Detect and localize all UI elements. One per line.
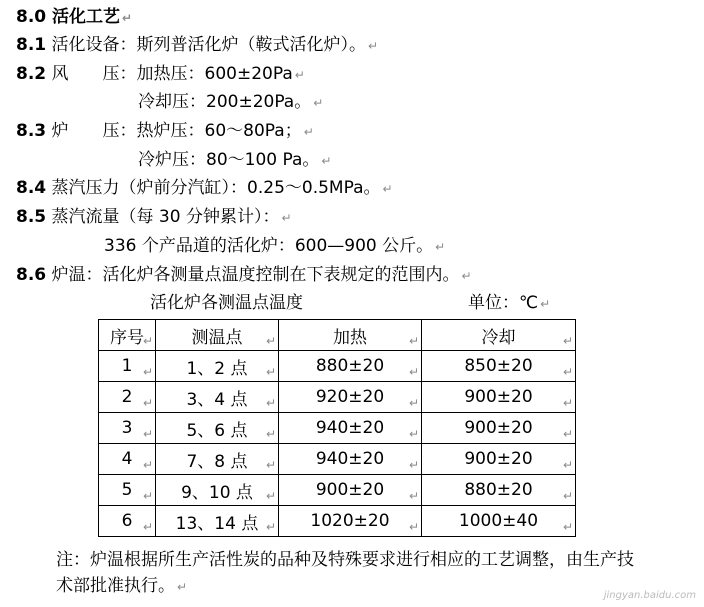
table-cell bbox=[156, 444, 279, 475]
table-cell bbox=[99, 444, 156, 475]
paragraph-mark-icon: ↵ bbox=[435, 240, 446, 254]
table-row bbox=[99, 475, 576, 506]
paragraph-mark-icon: ↵ bbox=[540, 297, 551, 311]
item-number: 8.6 bbox=[16, 265, 47, 285]
item-8-3-cont bbox=[138, 149, 331, 172]
cell-value: 920±20 bbox=[315, 387, 385, 407]
table-cell bbox=[422, 413, 576, 444]
table-cell bbox=[156, 506, 279, 537]
table-cell bbox=[279, 413, 422, 444]
cell-mark-icon: ↵ bbox=[408, 365, 419, 379]
cell-mark-icon: ↵ bbox=[408, 520, 419, 534]
item-number: 8.3 bbox=[16, 121, 47, 141]
table-row bbox=[99, 506, 576, 537]
cell-mark-icon: ↵ bbox=[408, 334, 419, 348]
cell-value: 900±20 bbox=[464, 387, 533, 407]
header-label: 序号 bbox=[110, 327, 144, 348]
cell-value: 4 bbox=[121, 449, 133, 469]
header-label: 测温点 bbox=[191, 327, 243, 348]
table-cell bbox=[279, 506, 422, 537]
item-text: 冷炉压：80～100 Pa。 bbox=[138, 150, 320, 170]
header-cell bbox=[99, 320, 156, 351]
table-cell bbox=[279, 382, 422, 413]
cell-mark-icon: ↵ bbox=[408, 427, 419, 441]
table-cell bbox=[156, 382, 279, 413]
header-label: 冷却 bbox=[481, 327, 516, 348]
cell-value: 3 bbox=[121, 418, 133, 438]
table-cell bbox=[99, 475, 156, 506]
table-cell bbox=[156, 413, 279, 444]
header-cell bbox=[422, 320, 576, 351]
paragraph-mark-icon: ↵ bbox=[294, 68, 305, 82]
item-text: 炉温：活化炉各测量点温度控制在下表规定的范围内。 bbox=[51, 265, 460, 285]
item-number: 8.4 bbox=[16, 178, 47, 198]
table-title-text: 活化炉各测温点温度 bbox=[150, 293, 303, 313]
table-unit bbox=[468, 292, 550, 315]
table-cell bbox=[99, 506, 156, 537]
section-number: 8.0 bbox=[16, 7, 47, 27]
paragraph-mark-icon: ↵ bbox=[281, 211, 292, 225]
cell-mark-icon: ↵ bbox=[265, 365, 276, 379]
item-text: 活化设备：斯列普活化炉（鞍式活化炉）。 bbox=[51, 35, 367, 55]
cell-value: 1 bbox=[121, 356, 133, 376]
paragraph-mark-icon: ↵ bbox=[177, 580, 188, 594]
cell-mark-icon: ↵ bbox=[265, 458, 276, 472]
cell-value: 900±20 bbox=[315, 480, 385, 500]
table-row bbox=[99, 351, 576, 382]
paragraph-mark-icon: ↵ bbox=[461, 269, 472, 283]
cell-mark-icon: ↵ bbox=[142, 396, 153, 410]
item-8-1 bbox=[16, 34, 378, 57]
item-8-4 bbox=[16, 177, 393, 200]
cell-value: 2 bbox=[121, 387, 133, 407]
cell-value: 880±20 bbox=[464, 480, 533, 500]
item-text: 蒸汽流量（每 30 分钟累计）： bbox=[51, 207, 280, 227]
cell-mark-icon: ↵ bbox=[562, 334, 573, 348]
cell-mark-icon: ↵ bbox=[142, 458, 153, 472]
cell-value: 880±20 bbox=[315, 356, 385, 376]
cell-mark-icon: ↵ bbox=[142, 365, 153, 379]
item-8-2 bbox=[16, 63, 305, 86]
table-row bbox=[99, 382, 576, 413]
cell-mark-icon: ↵ bbox=[562, 458, 573, 472]
paragraph-mark-icon: ↵ bbox=[382, 182, 393, 196]
paragraph-mark-icon: ↵ bbox=[321, 154, 332, 168]
item-text: 冷却压：200±20Pa。 bbox=[138, 92, 312, 112]
item-text: 336 个产品道的活化炉：600—900 公斤。 bbox=[104, 236, 434, 256]
cell-mark-icon: ↵ bbox=[265, 334, 276, 348]
note-line-1 bbox=[56, 549, 634, 571]
table-cell bbox=[99, 382, 156, 413]
table-header-row bbox=[99, 320, 576, 351]
paragraph-mark-icon: ↵ bbox=[368, 39, 379, 53]
section-title bbox=[16, 6, 132, 29]
cell-value: 900±20 bbox=[464, 418, 533, 438]
cell-mark-icon: ↵ bbox=[408, 489, 419, 503]
cell-value: 1000±40 bbox=[458, 511, 539, 531]
cell-mark-icon: ↵ bbox=[142, 489, 153, 503]
table-unit-text: 单位：℃ bbox=[468, 293, 539, 313]
item-text: 炉 压：热炉压：60～80Pa； bbox=[51, 121, 302, 141]
cell-value: 5 bbox=[121, 480, 133, 500]
cell-value: 7、8 点 bbox=[186, 451, 248, 472]
cell-value: 9、10 点 bbox=[181, 482, 253, 503]
cell-value: 940±20 bbox=[315, 418, 385, 438]
cell-mark-icon: ↵ bbox=[142, 334, 153, 348]
item-8-2-cont bbox=[138, 91, 323, 114]
paragraph-mark-icon: ↵ bbox=[313, 96, 324, 110]
table-cell bbox=[99, 351, 156, 382]
cell-value: 5、6 点 bbox=[186, 420, 248, 441]
table-cell bbox=[279, 475, 422, 506]
item-text: 蒸汽压力（炉前分汽缸）：0.25～0.5MPa。 bbox=[51, 178, 381, 198]
table-row bbox=[99, 413, 576, 444]
note-text: 术部批准执行。 bbox=[56, 576, 175, 596]
item-8-6 bbox=[16, 264, 472, 287]
table-cell bbox=[422, 351, 576, 382]
header-label: 加热 bbox=[333, 327, 367, 348]
cell-mark-icon: ↵ bbox=[265, 427, 276, 441]
cell-value: 6 bbox=[121, 511, 133, 531]
table-cell bbox=[422, 382, 576, 413]
table-cell bbox=[279, 351, 422, 382]
section-title-text: 活化工艺 bbox=[52, 7, 121, 27]
cell-mark-icon: ↵ bbox=[562, 489, 573, 503]
table-title bbox=[150, 292, 303, 314]
item-number: 8.1 bbox=[16, 35, 47, 55]
note-text: 注：炉温根据所生产活性炭的品种及特殊要求进行相应的工艺调整，由生产技 bbox=[56, 550, 634, 570]
cell-mark-icon: ↵ bbox=[562, 520, 573, 534]
cell-mark-icon: ↵ bbox=[142, 427, 153, 441]
cell-mark-icon: ↵ bbox=[265, 520, 276, 534]
table-cell bbox=[156, 351, 279, 382]
header-cell bbox=[156, 320, 279, 351]
cell-mark-icon: ↵ bbox=[265, 489, 276, 503]
item-8-5 bbox=[16, 206, 292, 229]
table-cell bbox=[422, 506, 576, 537]
cell-value: 13、14 点 bbox=[175, 513, 259, 534]
note-line-2 bbox=[56, 575, 187, 598]
cell-mark-icon: ↵ bbox=[265, 396, 276, 410]
cell-mark-icon: ↵ bbox=[408, 396, 419, 410]
cell-mark-icon: ↵ bbox=[562, 365, 573, 379]
item-8-3 bbox=[16, 120, 314, 143]
temperature-table bbox=[98, 319, 576, 537]
table-cell bbox=[156, 475, 279, 506]
item-8-5-cont bbox=[104, 235, 445, 258]
item-text: 风 压：加热压：600±20Pa bbox=[51, 64, 293, 84]
table-cell bbox=[279, 444, 422, 475]
paragraph-mark-icon: ↵ bbox=[122, 11, 133, 25]
paragraph-mark-icon: ↵ bbox=[303, 125, 314, 139]
table-cell bbox=[422, 475, 576, 506]
cell-mark-icon: ↵ bbox=[142, 520, 153, 534]
cell-mark-icon: ↵ bbox=[408, 458, 419, 472]
watermark: jingyan.baidu.com bbox=[603, 590, 696, 601]
cell-value: 850±20 bbox=[464, 356, 533, 376]
cell-value: 940±20 bbox=[315, 449, 385, 469]
cell-mark-icon: ↵ bbox=[562, 427, 573, 441]
table-cell bbox=[99, 413, 156, 444]
table-cell bbox=[422, 444, 576, 475]
item-number: 8.5 bbox=[16, 207, 47, 227]
cell-value: 900±20 bbox=[464, 449, 533, 469]
cell-value: 1、2 点 bbox=[186, 358, 248, 379]
cell-mark-icon: ↵ bbox=[562, 396, 573, 410]
cell-value: 3、4 点 bbox=[186, 389, 248, 410]
item-number: 8.2 bbox=[16, 64, 47, 84]
header-cell bbox=[279, 320, 422, 351]
table-row bbox=[99, 444, 576, 475]
cell-value: 1020±20 bbox=[310, 511, 390, 531]
